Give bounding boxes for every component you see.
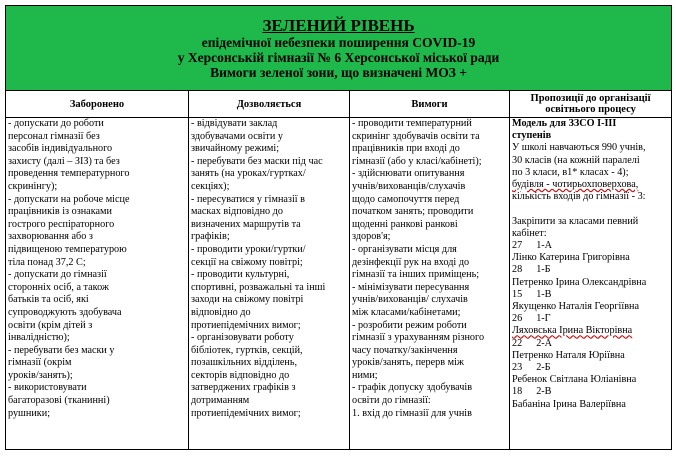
allowed-line: секторів відповідно до <box>191 369 290 381</box>
requirement-line: освіти до гімназії: <box>352 395 431 407</box>
allowed-line: бібліотек, гуртків, секцій, <box>191 344 303 356</box>
allowed-cell <box>189 118 350 450</box>
banner-school: у Херсонській гімназії № 6 Херсонської міської ради <box>177 49 500 65</box>
model-intro-line: кількість входів до гімназії - 3: <box>512 191 646 203</box>
requirement-line: - графік допуску здобувачів <box>352 382 473 394</box>
room-assignment-list <box>512 240 669 411</box>
forbidden-line: захисту (далі – ЗІЗ) та без <box>8 155 120 167</box>
forbidden-line: проведення температурного <box>8 168 130 180</box>
room-class-line <box>512 362 669 374</box>
banner-requirements: Вимоги зеленої зони, що визначені МОЗ + <box>210 64 467 80</box>
allowed-line: спортивні, розважальні та інші <box>191 281 326 293</box>
blank-line <box>512 203 669 215</box>
model-intro-line: У школі навчаються 990 учнів, <box>512 142 646 154</box>
class-name: 2-Б <box>536 362 551 374</box>
forbidden-line: батьків та осіб, які <box>8 294 89 306</box>
requirements-cell <box>350 118 510 450</box>
requirement-line: скринінг здобувачів освіти та <box>352 130 480 142</box>
requirement-line: учнів/вихованців/ слухачів <box>352 294 468 306</box>
room-number: 15 <box>512 288 523 300</box>
proposals-cell <box>510 118 672 450</box>
teacher-name: Ребенок Світлана Юліанівна <box>512 374 637 386</box>
requirement-line: працівників при вході до <box>352 143 460 155</box>
forbidden-line: захворювання або з <box>8 231 93 243</box>
class-name: 1-Б <box>536 264 551 276</box>
requirement-line: гімназії (або у класі/кабінеті); <box>352 155 482 167</box>
column-header-requirements: Вимоги <box>350 91 510 118</box>
document <box>5 5 671 450</box>
allowed-line: позашкільних відділень, <box>191 357 298 369</box>
allowed-list <box>191 118 347 449</box>
requirement-line: початком занять; проводити <box>352 206 474 218</box>
requirement-line: - проводити температурний <box>352 118 472 129</box>
room-number: 28 <box>512 264 523 276</box>
allowed-line: відповідно до <box>191 306 251 318</box>
requirements-list <box>352 118 507 449</box>
assigned-line-2: кабінет: <box>512 227 547 239</box>
allowed-line: секціях); <box>191 180 230 192</box>
forbidden-line: - допускати до гімназії <box>8 269 107 281</box>
forbidden-line: тіла понад 37,2 С; <box>8 256 86 268</box>
class-name: 2-В <box>536 386 552 398</box>
forbidden-line: супроводжують здобувача <box>8 306 122 318</box>
room-class-line <box>512 338 669 350</box>
requirement-line: гімназії та інших приміщень; <box>352 269 480 281</box>
requirement-line: здоров'я; <box>352 231 391 243</box>
class-name: 2-А <box>536 337 553 349</box>
model-intro-line: будівля - чотирьохповерхова, <box>512 179 639 191</box>
allowed-line: - проводити уроки/гуртки/ <box>191 243 306 255</box>
green-level-banner <box>6 6 672 91</box>
forbidden-line: гострого респіраторного <box>8 218 115 230</box>
model-heading-2: ступенів <box>512 130 552 142</box>
allowed-line: - пересуватися у гімназії в <box>191 193 305 205</box>
allowed-line: здобувачами освіти у <box>191 130 283 142</box>
requirement-line: 1. вхід до гімназії для учнів <box>352 407 472 419</box>
requirement-line: часу початку/закінчення <box>352 344 458 356</box>
forbidden-line: - перебувати без маски у <box>8 344 115 356</box>
allowed-line: графіків; <box>191 231 230 243</box>
forbidden-line: - використовувати <box>8 382 87 394</box>
room-class-line <box>512 264 669 276</box>
requirement-line: гімназії з урахуванням різного <box>352 332 485 344</box>
room-class-line <box>512 386 669 398</box>
requirement-line: ними; <box>352 369 378 381</box>
forbidden-line: інвалідністю); <box>8 332 70 344</box>
allowed-line: протиепідемічних вимог; <box>191 407 301 419</box>
requirement-line: - здійснювати опитування <box>352 168 465 180</box>
class-name: 1-Г <box>536 313 551 325</box>
room-number: 27 <box>512 240 523 252</box>
allowed-line: - відвідувати заклад <box>191 118 278 129</box>
allowed-line: занять (на уроках/гуртках/ <box>191 168 306 180</box>
forbidden-line: засобів індивідуального <box>8 143 113 155</box>
column-header-proposals: Пропозиції до організації освітнього процесу <box>510 91 672 118</box>
class-name: 1-В <box>536 288 552 300</box>
forbidden-list <box>8 118 186 449</box>
requirement-line: - організувати місця для <box>352 243 457 255</box>
requirement-line: - мінімізувати пересування <box>352 281 470 293</box>
allowed-line: - організовувати роботу <box>191 332 294 344</box>
requirement-line: дезінфекції рук на вході до <box>352 256 470 268</box>
room-number: 18 <box>512 386 523 398</box>
forbidden-cell <box>6 118 189 450</box>
class-name: 1-А <box>536 240 553 252</box>
teacher-name: Петренко Наталя Юріївна <box>512 349 625 361</box>
forbidden-line: гімназії (окрім <box>8 357 72 369</box>
allowed-line: дотриманням <box>191 395 250 407</box>
room-class-line <box>512 240 669 252</box>
allowed-line: протиепідемічних вимог; <box>191 319 301 331</box>
forbidden-line: - допускати на робоче місце <box>8 193 130 205</box>
allowed-line: - проводити культурні, <box>191 269 290 281</box>
forbidden-line: сторонніх осіб, а також <box>8 281 109 293</box>
requirement-line: учнів/вихованців/слухачів <box>352 180 466 192</box>
requirement-line: між класами/кабінетами; <box>352 306 461 318</box>
room-class-line <box>512 289 669 301</box>
forbidden-line: освіти (крім дітей з <box>8 319 93 331</box>
room-number: 23 <box>512 362 523 374</box>
allowed-line: звичайному режимі; <box>191 143 280 155</box>
banner-subtitle: епідемічної небезпеки поширення COVID-19 <box>201 34 476 50</box>
allowed-line: масках відповідно до <box>191 206 283 218</box>
covid-rules-table <box>5 5 672 450</box>
forbidden-line: скринінгу); <box>8 180 58 192</box>
model-heading: Модель для ЗЗСО І-ІІІ <box>512 118 617 129</box>
teacher-name: Ляховська Ірина Вікторівна <box>512 325 633 337</box>
model-intro <box>512 142 669 203</box>
requirement-line: уроків/занять, перерв між <box>352 357 464 369</box>
teacher-name: Бабаніна Ірина Валеріївна <box>512 398 626 410</box>
forbidden-line: персонал гімназії без <box>8 130 100 142</box>
proposals-list <box>512 118 669 449</box>
model-intro-line: по 3 класи, в1* класах - 4); <box>512 166 629 178</box>
column-header-forbidden: Заборонено <box>6 91 189 118</box>
forbidden-line: - допускати до роботи <box>8 118 104 129</box>
model-intro-line: 30 класів (на кожній паралелі <box>512 154 640 166</box>
forbidden-line: уроків/занять); <box>8 369 73 381</box>
allowed-line: секції на свіжому повітрі; <box>191 256 303 268</box>
room-class-line <box>512 313 669 325</box>
assigned-line-1: Закріпити за класами певний <box>512 215 639 227</box>
teacher-name: Лінко Катерина Григорівна <box>512 252 630 264</box>
allowed-line: заходи на свіжому повітрі <box>191 294 304 306</box>
allowed-line: визначених маршрутів та <box>191 218 301 230</box>
forbidden-line: працівників із ознаками <box>8 206 112 218</box>
requirement-line: щоденні ранкові ранкові <box>352 218 458 230</box>
room-number: 26 <box>512 313 523 325</box>
requirement-line: щодо самопочуття перед <box>352 193 460 205</box>
column-header-allowed: Дозволяється <box>189 91 350 118</box>
teacher-name: Якущенко Наталія Георгіївна <box>512 301 639 313</box>
allowed-line: затверджених графіків з <box>191 382 296 394</box>
forbidden-line: багаторазові (тканинні) <box>8 395 110 407</box>
requirement-line: - розробити режим роботи <box>352 319 467 331</box>
teacher-name: Петренко Ірина Олександрівна <box>512 276 647 288</box>
allowed-line: - перебувати без маски під час <box>191 155 323 167</box>
forbidden-line: підвищеною температурою <box>8 243 127 255</box>
banner-title: ЗЕЛЕНИЙ РІВЕНЬ <box>262 15 415 35</box>
forbidden-line: рушники; <box>8 407 51 419</box>
room-number: 22 <box>512 337 523 349</box>
